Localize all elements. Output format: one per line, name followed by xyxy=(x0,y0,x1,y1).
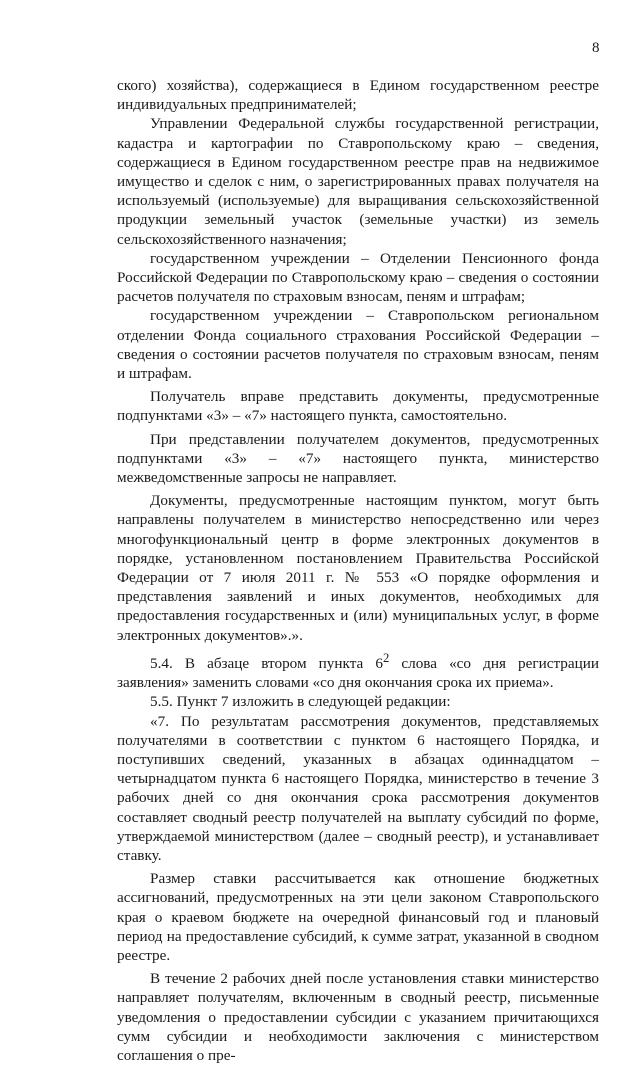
paragraph-notifications: В течение 2 рабочих дней после установления ставки министерство направляет получателям, включенным в сводный реестр, письменные уведомления о предоставлении субсидии с указанием причитающихся сумм субсидии и необходимости заключения с министерством соглашения о пре- xyxy=(117,970,599,1065)
document-body xyxy=(117,76,599,1065)
paragraph-rate-size: Размер ставки рассчитывается как отношение бюджетных ассигнований, предусмотренных на эти цели законом Ставропольского края о краевом бюджете на очередной финансовый год и плановый период на предоставление субсидий, к сумме затрат, указанной в сводном реестре. xyxy=(117,870,599,964)
paragraph-pension-fund: государственном учреждении – Отделении Пенсионного фонда Российской Федерации по Ставропольскому краю – сведения о состоянии расчетов получателя по страховым взносам, пеням и штрафам; xyxy=(117,249,599,306)
paragraph-5-4 xyxy=(117,649,599,692)
paragraph-rosreestr: Управлении Федеральной службы государственной регистрации, кадастра и картографии по Ставропольскому краю – сведения, содержащиеся в Едином государственном реестре прав на недвижимое имущество и сделок с ним, о зарегистрированных правах получателя на используемый (используемые) для выращивания сельскохозяйственной продукции земельный участок (земельные участки) из земель сельскохозяйственного назначения; xyxy=(117,115,599,248)
paragraph-5-5: 5.5. Пункт 7 изложить в следующей редакции: xyxy=(150,693,451,711)
paragraph-continuation: ского) хозяйства), содержащиеся в Едином государственном реестре индивидуальных предпринимателей; xyxy=(117,77,599,114)
paragraph-electronic-documents: Документы, предусмотренные настоящим пунктом, могут быть направлены получателем в министерство непосредственно или через многофункциональный центр в форме электронных документов в порядке, установленном постановлением Правительства Российской Федерации от 7 июля 2011 г. № 553 «О порядке оформления и представления заявлений и иных документов, необходимых для предоставления государственных и (или) муниципальных услуг, в форме электронных документов».». xyxy=(117,492,599,644)
paragraph-self-submission: Получатель вправе представить документы, предусмотренные подпунктами «3» – «7» настоящего пункта, самостоятельно. xyxy=(117,388,599,425)
paragraph-point-7: «7. По результатам рассмотрения документов, представляемых получателями в соответствии с пунктом 6 настоящего Порядка, и поступивших сведений, указанных в абзацах одиннадцатом – четырнадцатом пункта 6 настоящего Порядка, министерство в течение 3 рабочих дней со дня окончания срока рассмотрения документов составляет сводный реестр получателей на выплату субсидий по форме, утверждаемой министерством (далее – сводный реестр), и устанавливает ставку. xyxy=(117,712,599,864)
paragraph-social-insurance-fund: государственном учреждении – Ставропольском региональном отделении Фонда социального страхования Российской Федерации – сведения о состоянии расчетов получателя по страховым взносам, пеням и штрафам. xyxy=(117,307,599,383)
paragraph-5-4-superscript: 2 xyxy=(382,650,390,665)
paragraph-5-4-before: 5.4. В абзаце втором пункта 6 xyxy=(150,654,383,672)
page-number: 8 xyxy=(592,40,600,56)
paragraph-5-4-after: слова «со дня регистрации заявления» заменить словами «со дня окончания срока их приема». xyxy=(117,654,599,692)
paragraph-no-requests: При представлении получателем документов, предусмотренных подпунктами «3» – «7» настоящего пункта, министерство межведомственные запросы не направляет. xyxy=(117,430,599,487)
